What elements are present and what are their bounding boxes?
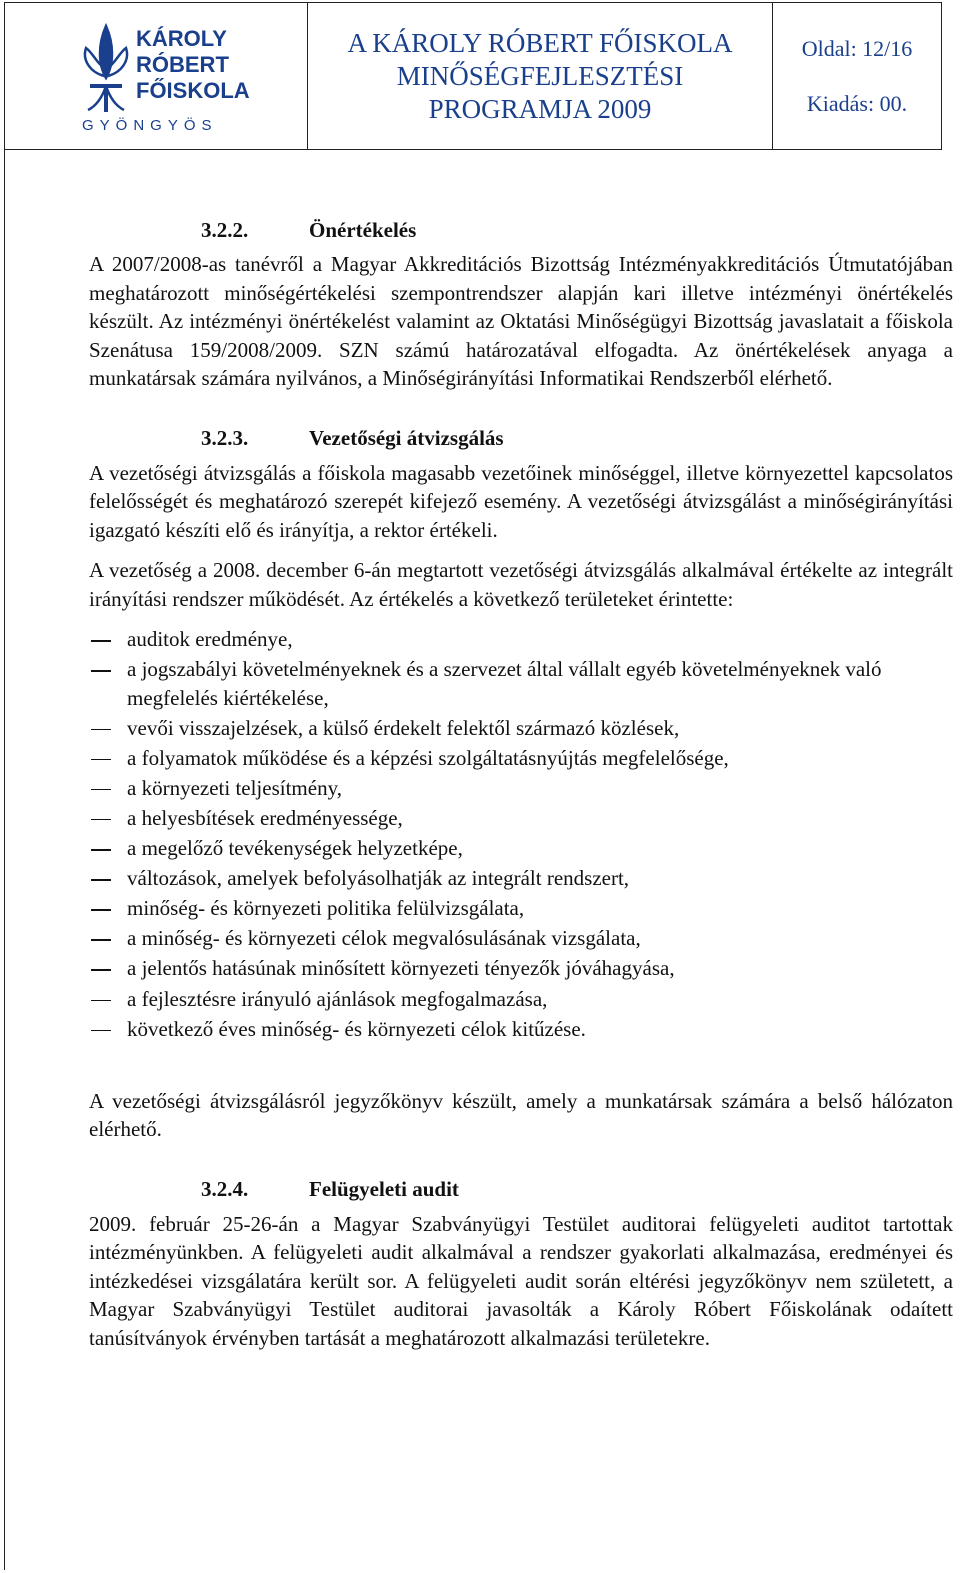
section-number: 3.2.3. <box>201 426 249 451</box>
review-topics-list <box>89 625 953 1043</box>
section-3-2-3-paragraph-1: A vezetőségi átvizsgálás a főiskola magasabb vezetőinek minőséggel, illetve környezettel kapcsolatos felelősségét és meghatározó szerepét kifejező esemény. A vezetőségi átvizsgálást a minőségirányítási igazgató készíti elő és irányítja, a rektor értékeli. <box>89 460 953 542</box>
page-number: Oldal: 12/16 <box>801 35 913 61</box>
section-heading-3-2-3 <box>89 419 953 459</box>
section-3-2-4-paragraph: 2009. február 25-26-án a Magyar Szabványügyi Testület auditorai felügyeleti auditot tartottak intézményünkben. A felügyeleti audit alkalmával a rendszer gyakorlati alkalmazása, eredményei és intézkedései vizsgálatára került sor. A felügyeleti audit során eltérési jegyzőkönyv nem született, a Magyar Szabványügyi Testület auditorai javasolták a Károly Róbert Főiskolának odaített tanúsítványok érvényben tartását a meghatározott alkalmazási területekre. <box>89 1211 953 1350</box>
edition-number: Kiadás: 00. <box>806 90 908 116</box>
section-number: 3.2.2. <box>201 217 249 242</box>
list-item: vevői visszajelzések, a külső érdekelt felektől származó közlések, <box>89 714 953 743</box>
section-3-2-3-paragraph-3: A vezetőségi átvizsgálásról jegyzőkönyv készült, amely a munkatársak számára a belső hálózaton elérhető. <box>89 1088 953 1142</box>
logo-cell <box>5 3 308 149</box>
list-item: auditok eredménye, <box>89 625 953 654</box>
list-item: a folyamatok működése és a képzési szolgáltatásnyújtás megfelelősége, <box>89 744 953 773</box>
section-title: Vezetőségi átvizsgálás <box>309 426 504 451</box>
section-title: Felügyeleti audit <box>309 1177 459 1202</box>
document-body <box>89 210 953 1352</box>
section-title: Önértékelés <box>309 217 417 242</box>
list-item: változások, amelyek befolyásolhatják az integrált rendszert, <box>89 864 953 893</box>
logo-line-1: KÁROLY <box>136 26 227 51</box>
list-item: a megelőző tevékenységek helyzetképe, <box>89 834 953 863</box>
section-heading-3-2-4 <box>89 1170 953 1210</box>
list-item: a helyesbítések eredményessége, <box>89 804 953 833</box>
document-meta <box>773 3 941 149</box>
section-heading-3-2-2 <box>89 210 953 250</box>
logo-line-3: FŐISKOLA <box>136 78 250 103</box>
document-header <box>4 2 942 150</box>
logo-city: GYÖNGYÖS <box>82 117 218 134</box>
title-line-3: PROGRAMJA 2009 <box>428 93 652 124</box>
list-item: a jogszabályi követelményeknek és a szervezet által vállalt egyéb követelményeknek való megfelelés kiértékelése, <box>89 655 953 712</box>
section-number: 3.2.4. <box>201 1177 249 1202</box>
section-3-2-3-paragraph-2: A vezetőség a 2008. december 6-án megtartott vezetőségi átvizsgálás alkalmával értékelte az integrált irányítási rendszer működését. Az értékelés a következő területeket érintette: <box>89 558 953 611</box>
section-3-2-2-paragraph: A 2007/2008-as tanévről a Magyar Akkreditációs Bizottság Intézményakkreditációs Útmutatójában meghatározott minőségértékelési szempontrendszer alapján kari illetve intézményi önértékelés készült. Az intézményi önértékelést valamint az Oktatási Minőségügyi Bizottság javaslatait a főiskola Szenátusa 159/2008/2009. SZN számú határozatával elfogadta. Az önértékelések anyaga a munkatársak számára nyilvános, a Minőségirányítási Informatikai Rendszerből elérhető. <box>89 252 953 390</box>
title-line-2: MINŐSÉGFEJLESZTÉSI <box>396 60 684 91</box>
logo-line-2: RÓBERT <box>136 52 229 77</box>
list-item: a jelentős hatásúnak minősített környezeti tényezők jóváhagyása, <box>89 954 953 983</box>
list-item: a minőség- és környezeti célok megvalósulásának vizsgálata, <box>89 924 953 953</box>
list-item: következő éves minőség- és környezeti célok kitűzése. <box>89 1015 953 1044</box>
list-item: minőség- és környezeti politika felülvizsgálata, <box>89 894 953 923</box>
list-item: a környezeti teljesítmény, <box>89 774 953 803</box>
title-line-1: A KÁROLY RÓBERT FŐISKOLA <box>347 27 733 58</box>
document-title <box>308 3 773 149</box>
page-left-border <box>4 150 5 1570</box>
college-logo <box>76 16 250 136</box>
list-item: a fejlesztésre irányuló ajánlások megfogalmazása, <box>89 985 953 1014</box>
